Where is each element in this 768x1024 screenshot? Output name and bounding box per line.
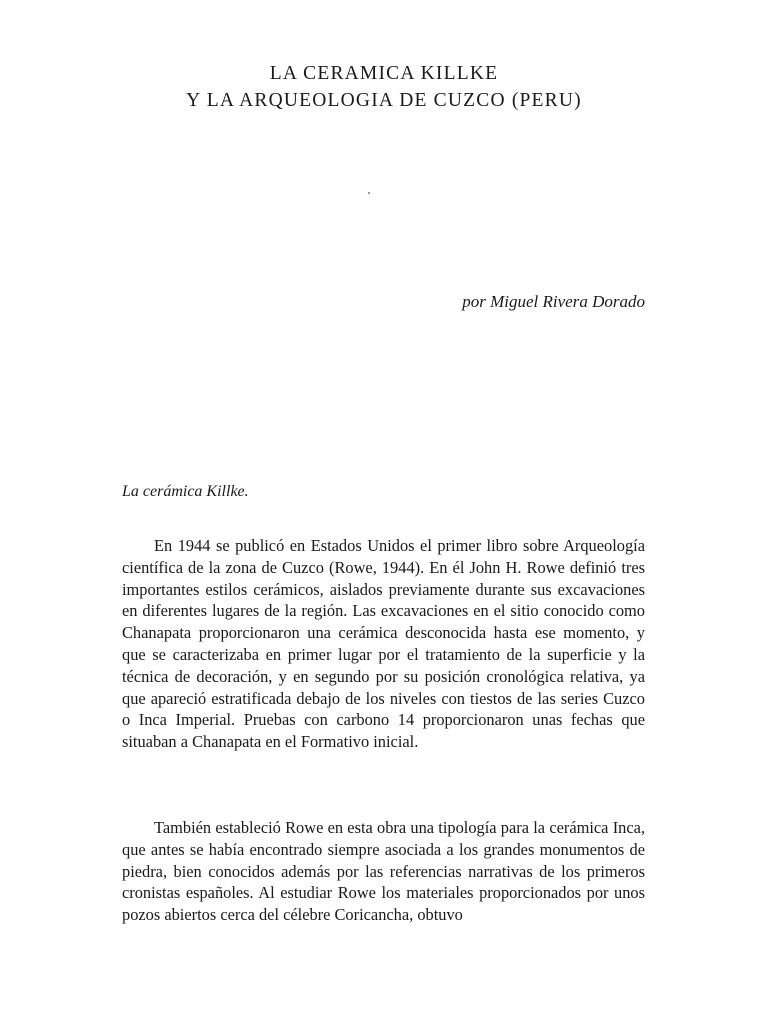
title-line-2: Y LA ARQUEOLOGIA DE CUZCO (PERU) (186, 90, 582, 111)
paragraph-2: También estableció Rowe en esta obra una tipología para la cerámica Inca, que antes se había encontrado siempre asociada a los grandes monumentos de piedra, bien conocidos además por las referencias narrativas de los primeros cronistas españoles. Al estudiar Rowe los materiales proporcionados por unos pozos abiertos cerca del célebre Coricancha, obtuvo (122, 818, 645, 925)
author-byline: por Miguel Rivera Dorado (462, 292, 645, 311)
paragraph-1: En 1944 se publicó en Estados Unidos el primer libro sobre Arqueología científica de la zona de Cuzco (Rowe, 1944). En él John H. Rowe definió tres importantes estilos cerámicos, aislados previamente durante sus excavaciones en diferentes lugares de la región. Las excavaciones en el sitio conocido como Chanapata proporcionaron una cerámica desconocida hasta ese momento, y que se caracterizaba en primer lugar por el tratamiento de la superficie y la técnica de decoración, y en segundo por su posición cronológica relativa, ya que apareció estratificada debajo de los niveles con tiestos de las series Cuzco o Inca Imperial. Pruebas con carbono 14 proporcionaron unas fechas que situaban a Chanapata en el Formativo inicial. (122, 536, 645, 752)
title-line-1: LA CERAMICA KILLKE (269, 63, 499, 84)
section-heading: La cerámica Killke. (122, 483, 249, 500)
print-speck (368, 192, 370, 194)
